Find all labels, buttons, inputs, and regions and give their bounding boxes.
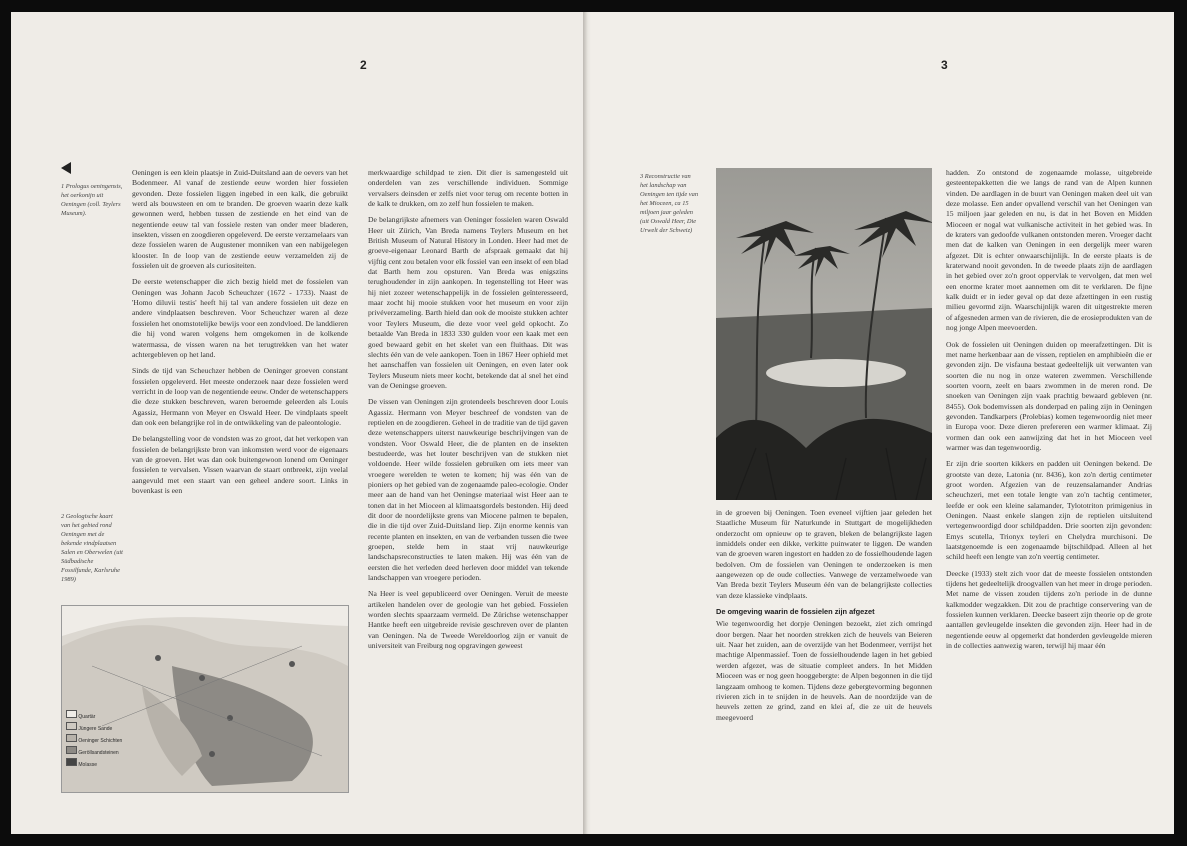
right-page bbox=[591, 12, 1174, 834]
page-number-right: 3 bbox=[941, 58, 948, 72]
caption-3: 3 Reconstructie van het landschap van Oeningen ten tijde van het Mioceen, ca 15 miljoen jaar geleden (uit Oswald Heer, Die Urwelt der Schweiz) bbox=[640, 173, 699, 234]
paragraph: Na Heer is veel gepubliceerd over Oeningen. Veruit de meeste artikelen handelen over de geologie van het gebied. Fossielen worden slechts spaarzaam vermeld. De Zürichse wetenschapper Hantke heeft een uitgebreide revisie geschreven over de planten van Oeningen. Na de Tweede Wereldoorlog zijn er vanuit de universiteit van Freiburg nog opgravingen geweest bbox=[368, 589, 568, 651]
left-arrow-icon bbox=[61, 162, 71, 174]
geological-map bbox=[61, 605, 349, 793]
landscape-engraving bbox=[716, 168, 932, 500]
text-column-2 bbox=[368, 168, 568, 808]
paragraph: hadden. Zo ontstond de zogenaamde molasse, uitgebreide gesteentepakketten die we langs de rand van de Alpen kunnen vinden. De aardlagen in de buurt van Oeningen maken deel uit van deze molasse. Een ander opvallend verschil van het Oeningen van 15 miljoen jaar geleden en nu, is dat in het Boven en Midden Mioceen er nogal wat vulkanische activiteit in het gebied was. In de kraters van gedoofde vulkanen ontstonden meren. Vroeger dacht men dat de kalken van Oeningen in een dergelijk meer waren afgezet. Dit is echter onwaarschijnlijk. In de eerste plaats is de kraterwand nooit gevonden. In de tweede plaats zijn de aardlagen in het gebied over zo'n groot oppervlak te vervolgen, dat men wel een enorme krater moet aannemen om dit te verklaren. De fijne kalk duidt er in ieder geval op dat deze afzettingen in een rustig milieu gevormd zijn. Waarschijnlijk waren dit uitgestrekte meren of afgesneden armen van de rivieren, die de erosieprodukten van de nog jonge Alpen meevoerden. bbox=[946, 168, 1152, 333]
legend-item: Geröllsandsteinen bbox=[66, 746, 122, 758]
paragraph: Oeningen is een klein plaatsje in Zuid-Duitsland aan de oevers van het Bodenmeer. Al vanaf de zestiende eeuw worden hier fossielen gevonden. Deze fossielen liggen ingebed in een kalk, die gebruikt werd als bouwsteen en om te branden. De groeven waarin deze kalk gewonnen werd, hebben tussen de zestiende en het eind van de negentiende eeuw tal van fossiele resten van onder meer bladeren, insekten, vissen en zoogdieren opgeleverd. De eerste verzamelaars van deze fossielen waren de Augustener monniken van een nabijgelegen klooster. In de loop van de zestiende eeuw verzamelden zij de fossielen uit de groeven als curiositeiten. bbox=[132, 168, 348, 271]
map-legend bbox=[66, 710, 122, 770]
paragraph: Deecke (1933) stelt zich voor dat de meeste fossielen ontstonden tijdens het gedeeltelijk droogvallen van het meer in droge perioden. Met name de vissen zouden tijdens zo'n periode in de dunne kalkmodder wegzakken. Dit zou de prachtige conservering van de fossielen kunnen verklaren. Deecke baseert zijn theorie op de grote aantallen gevleugelde insekten die gevonden zijn. Heer had in de negentiende eeuw al opgemerkt dat honderden gevleugelde mieren in de collecties aanwezig waren, terwijl hij maar één bbox=[946, 568, 1152, 651]
paragraph: Sinds de tijd van Scheuchzer hebben de Oeninger groeven constant fossielen opgeleverd. Het meeste onderzoek naar deze fossielen werd verricht in de loop van de negentiende eeuw. Onder de wetenschappers die deze stukken beschreven, waren beroemde geleerden als Louis Agassiz, Hermann von Meyer en Oswald Heer. De vindplaats speelt dan ook een belangrijke rol in de ontwikkeling van de paleontologie. bbox=[132, 366, 348, 427]
paragraph: De eerste wetenschapper die zich bezig hield met de fossielen van Oeningen was Johann Jacob Scheuchzer (1672 - 1733). Naast de 'Homo diluvii testis' heeft hij tal van andere fossielen uit deze en andere vindplaatsen beschreven. Voor Scheuchzer waren al deze fossielen het onomstotelijke bewijs voor een zondvloed. De landdieren die hij vond waren volgens hem omgekomen in de kolkende watermassa, de vissen waren na het terugtrekken van het water achtergebleven op het land. bbox=[132, 277, 348, 359]
text-column-under-image bbox=[716, 508, 932, 729]
caption-1: 1 Prologus oeningensis, het oerkonijn uit Oeningen (coll. Teylers Museum). bbox=[61, 183, 123, 217]
text-column-right bbox=[946, 168, 1152, 808]
legend-item: Quartär bbox=[66, 710, 122, 722]
legend-item: Oeninger Schichten bbox=[66, 734, 122, 746]
page-number-left: 2 bbox=[360, 58, 367, 72]
paragraph: Wie tegenwoordig het dorpje Oeningen bezoekt, ziet zich omringd door bergen. Naar het noorden strekken zich de heuvels van Beieren uit. Naar het zuiden, aan de overzijde van het Bodenmeer, verrijst het machtige Alpenmassief. Toen de fossielhoudende lagen in het gebied werden afgezet, was de situatie compleet anders. In het Midden Mioceen was er nog geen hooggebergte: de Alpen begonnen in die tijd langzaam omhoog te komen. Tijdens deze gebergtevorming begonnen rivieren zich in te snijden in de heuvels. Aan de noordzijde van de heuvels zetten ze grind, zand en klei af, die ze uit de heuvels meegevoerd bbox=[716, 619, 932, 722]
text-column-1 bbox=[132, 168, 348, 588]
left-page bbox=[11, 12, 583, 834]
paragraph: Er zijn drie soorten kikkers en padden uit Oeningen bekend. De grootste van deze, Latonia (nr. 8436), kon zo'n dertig centimeter groot worden. Afgezien van de reuzensalamander Andrias scheuchzeri, met een totale lengte van zo'n tachtig centimeter, leefde er ook een kleine salamander, Tylototriton primigenius in Oeningen. Naast enkele slangen zijn de reptielen uitsluitend vertegenwoordigd door schildpadden. Drie soorten zijn gevonden: Emys scutella, Trionyx teyleri en Chelydra murchisoni. De laatstgenoemde is een zogenaamde bijtschildpad. Alleen al het schild heeft een lengte van zo'n veertig centimeter. bbox=[946, 459, 1152, 562]
caption-2: 2 Geologische kaart van het gebied rond Oeningen met de bekende vindplaatsen Salen en Oberwelen (uit Südbadische Fossilfunde, Karlsruhe 1989) bbox=[61, 513, 123, 583]
paragraph: Ook de fossielen uit Oeningen duiden op meerafzettingen. Dit is met name herkenbaar aan de vissen, reptielen en amphibieën die er gevonden zijn. De visfauna bestaat gedeeltelijk uit verwanten van soorten die nu nog in onze wateren zwemmen. Verschillende soorten voorn, zeelt en baars zwommen in de meren rond. De snoeken van Oeningen zijn vaak prachtig bewaard gebleven (nr. 8455). Ook bodemvissen als donderpad en paling zijn in Oeningen gevonden. Tandkarpers (Prolebias) komen tegenwoordig niet meer in Europa voor. Deze dieren prefereren een warmer klimaat. Zij vormen dan ook een aanwijzing dat het in het Mioceen veel warmer was dan tegenwoordig. bbox=[946, 339, 1152, 452]
legend-item: Jüngere Sande bbox=[66, 722, 122, 734]
paragraph: De belangstelling voor de vondsten was zo groot, dat het verkopen van fossielen de belangrijkste bron van inkomsten werd voor de eigenaars van de groeven. Het was dan ook buitengewoon lonend om Oeninger fossielen te vervalsen. Vissen waarvan de staart ontbreekt, zijn veelal aangevuld met een staart van een geheel andere soort. Links in bovenkast is een bbox=[132, 434, 348, 495]
paragraph: De belangrijkste afnemers van Oeninger fossielen waren Oswald Heer uit Zürich, Van Breda namens Teylers Museum en het British Museum of Natural History in Londen. Heer had met de groeve-eigenaar Leonard Barth de afspraak gemaakt dat hij vijftig cent zou betalen voor elk fossiel van een insekt of een blad dat Barth hem zou opsturen. Van Breda was enigszins terughoudender in zijn aankopen. In tegenstelling tot Heer was hij niet zozeer wetenschappelijk in de fossielen geïnteresseerd, maar zocht hij mooie stukken voor het museum en voor zijn privéverzameling. Barth hield dan ook de mooiste stukken achter voor Teylers Museum, die deze voor veel geld opkocht. Zo betaalde Van Breda in 1833 330 gulden voor een kaak met een goed bewaard gebit en het skelet van een fluithaas. Dit was slechts één van de vele aankopen. Toen in 1867 Heer ophield met het aanschaffen van fossielen uit Oeningen, en even later ook Teylers Museum niets meer kocht, betekende dat al snel het eind van de Oeningse groeven. bbox=[368, 215, 568, 390]
paragraph: in de groeven bij Oeningen. Toen eveneel vijftien jaar geleden het Staatliche Museum für Naturkunde in Stuttgart de mogelijkheden onderzocht om opnieuw op te graven, bleken de belangrijkste lagen inmiddels onder een dikke, verkitte puinwater te liggen. De wanden van de groeven waren ingestort en hadden zo de fossielhoudende lagen bedolven. Om de fossielen van Oeningen te onderzoeken is men aangewezen op de oude collecties. Vanwege de verzamelwoede van Van Breda bezit Teylers Museum één van de belangrijkste collecties van deze klassieke vindplaats. bbox=[716, 508, 932, 600]
landscape-illustration bbox=[716, 168, 932, 500]
paragraph: merkwaardige schildpad te zien. Dit dier is samengesteld uit onderdelen van zes verschillende individuen. Sommige vervalsers deinsden er zelfs niet voor terug om recente botten in de kalk te drukken, om zo zelf hun fossielen te maken. bbox=[368, 168, 568, 209]
book-gutter bbox=[583, 12, 591, 834]
paragraph: De vissen van Oeningen zijn grotendeels beschreven door Louis Agassiz. Hermann von Meyer beschreef de vondsten van de reptielen en de zoogdieren. Geheel in de traditie van de tijd gaven deze wetenschappers uiterst nauwkeurige beschrijvingen van de vondsten. Voor Oswald Heer, die de planten en de insekten bestudeerde, was het louter beschrijven van de stukken niet voldoende. Heer wilde fossielen gebruiken om iets meer van vroegere werelden te weten te komen; hij was één van de pioniers op het gebied van de zogenaamde paleo-ecologie. Onder meer aan de hand van het Oeningse materiaal wist Heer aan te tonen dat in het Mioceen al klimaatsgordels bestonden. Hij deed dit door de noordelijkste grens van Miocene palmen te bepalen, die in die tijd over Zuid-Duitsland liep. Zijn enorme kennis van recente planten en insekten, en van de verbanden tussen die twee groepen, stelde hem in staat vrij nauwkeurige landschapsreconstructies te laten maken. Hij was één van de eersten die het verleden deed herleven door middel van tekende landschappen van vroegere perioden. bbox=[368, 397, 568, 583]
section-heading: De omgeving waarin de fossielen zijn afgezet bbox=[716, 607, 875, 617]
legend-item: Molasse bbox=[66, 758, 122, 770]
